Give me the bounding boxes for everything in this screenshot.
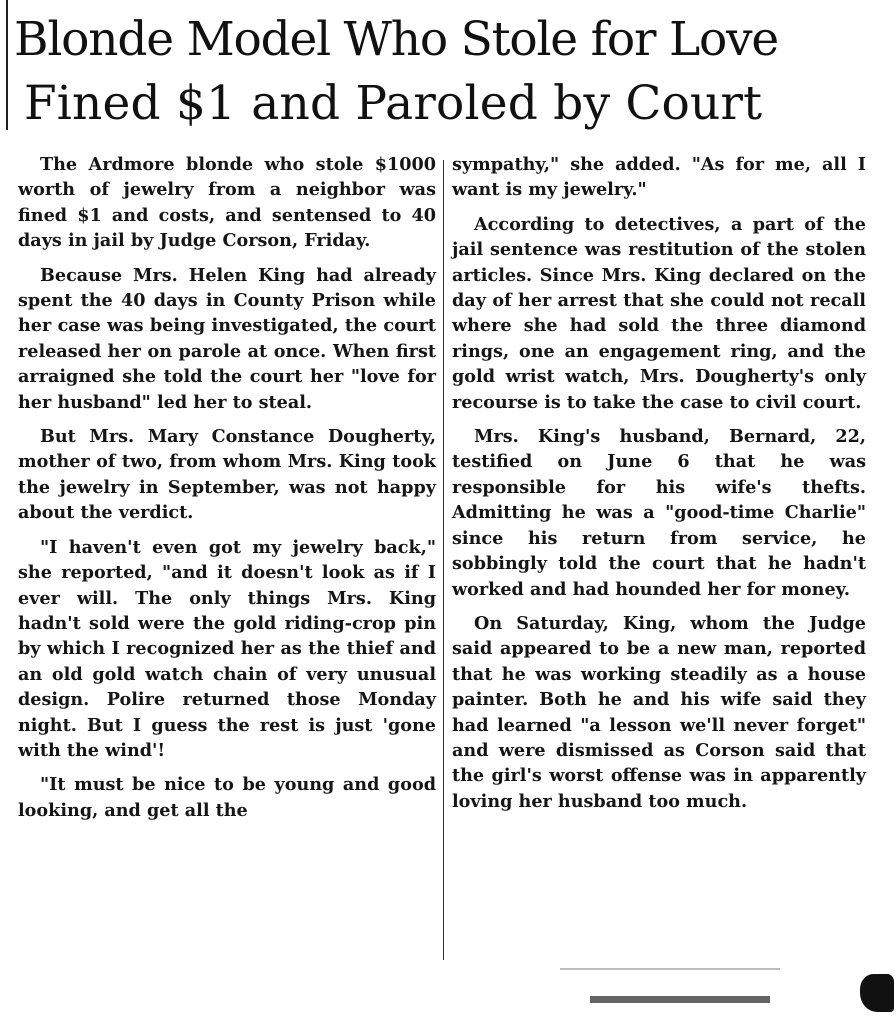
article-paragraph: But Mrs. Mary Constance Dougherty, mother of two, from whom Mrs. King took the jewelry in September, was not happy about the verdict. xyxy=(18,426,436,524)
column-divider xyxy=(443,160,444,960)
article-paragraph: According to detectives, a part of the jail sentence was restitution of the stolen articles. Since Mrs. King declared on the day of her arrest that she could not recall where she had sold the three diamond rings, one an engagement ring, and the gold wrist watch, Mrs. Dougherty's only recourse is to take the case to civil court. xyxy=(452,213,866,413)
headline xyxy=(14,8,890,136)
right-column xyxy=(452,152,866,823)
headline-line-1: Blonde Model Who Stole for Love xyxy=(14,12,779,67)
article-paragraph: Because Mrs. Helen King had already spent the 40 days in County Prison while her case was being investigated, the court released her on parole at once. When first arraigned she told the court her "love for her husband" led her to steal. xyxy=(18,264,436,413)
left-column xyxy=(18,152,436,832)
print-smudge xyxy=(560,968,780,970)
print-smudge xyxy=(590,996,770,1003)
article-paragraph: "It must be nice to be young and good looking, and get all the xyxy=(18,774,436,821)
article-paragraph: The Ardmore blonde who stole $1000 worth of jewelry from a neighbor was fined $1 and costs, and sentensed to 40 days in jail by Judge Corson, Friday. xyxy=(18,154,436,252)
article-paragraph: On Saturday, King, whom the Judge said appeared to be a new man, reported that he was working steadily as a house painter. Both he and his wife said they had learned "a lesson we'll never forget" and were dismissed as Corson said that the girl's worst offense was in apparently loving her husband too much. xyxy=(452,612,866,812)
article-paragraph: Mrs. King's husband, Bernard, 22, testified on June 6 that he was responsible for his wife's thefts. Admitting he was a "good-time Charlie" since his return from service, he sobbingly told the court that he hadn't worked and had hounded her for money. xyxy=(452,426,866,600)
left-margin-rule xyxy=(6,0,8,130)
article-paragraph-continued: sympathy," she added. "As for me, all I want is my jewelry." xyxy=(452,154,866,201)
headline-line-2: Fined $1 and Paroled by Court xyxy=(24,76,763,131)
article-paragraph: "I haven't even got my jewelry back," she reported, "and it doesn't look as if I ever will. The only things Mrs. King hadn't sold were the gold riding-crop pin by which I recognized her as the thief and an old gold watch chain of very unusual design. Polire returned those Monday night. But I guess the rest is just 'gone with the wind'! xyxy=(18,536,436,761)
ink-blot xyxy=(860,974,894,1012)
